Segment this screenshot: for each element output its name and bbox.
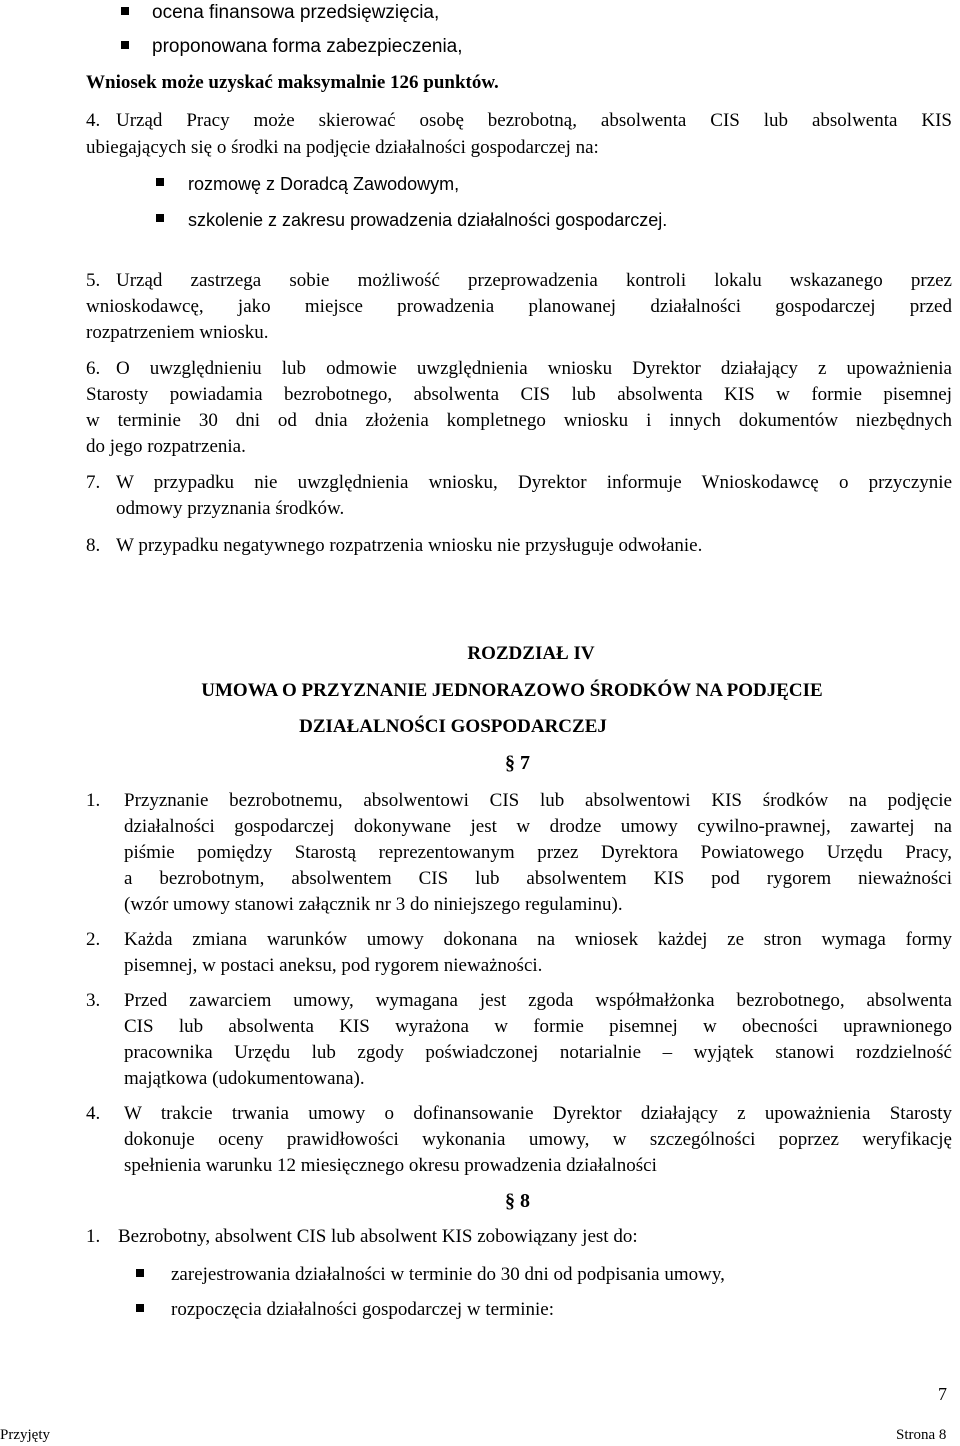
paragraph-line: Przed zawarciem umowy, wymagana jest zgoda współmałżonka bezrobotnego, absolwenta bbox=[124, 990, 952, 1011]
footer-left: Przyjęty bbox=[0, 1427, 50, 1443]
paragraph-line: w terminie 30 dni od dnia złożenia kompletnego wniosku i innych dokumentów niezbędnych bbox=[86, 410, 952, 431]
chapter-subtitle: UMOWA O PRZYZNANIE JEDNORAZOWO ŚRODKÓW NA PODJĘCIE bbox=[201, 680, 823, 701]
paragraph-line: W przypadku nie uwzględnienia wniosku, Dyrektor informuje Wnioskodawcę o przyczynie bbox=[116, 472, 952, 493]
paragraph-line: spełnienia warunku 12 miesięcznego okresu prowadzenia działalności bbox=[124, 1155, 657, 1176]
item-number: 4. bbox=[86, 110, 101, 131]
section-sign: § 7 bbox=[505, 752, 530, 774]
paragraph-line: Bezrobotny, absolwent CIS lub absolwent KIS zobowiązany jest do: bbox=[118, 1226, 638, 1247]
item-number: 2. bbox=[86, 929, 101, 950]
item-number: 6. bbox=[86, 358, 101, 379]
item-number: 8. bbox=[86, 535, 101, 556]
paragraph-line: Urząd Pracy może skierować osobę bezrobotną, absolwenta CIS lub absolwenta KIS bbox=[116, 110, 952, 131]
paragraph-line: a bezrobotnym, absolwentem CIS lub absolwentem KIS pod rygorem nieważności bbox=[124, 868, 952, 889]
item-number: 4. bbox=[86, 1103, 101, 1124]
bullet-square-icon bbox=[136, 1304, 144, 1312]
list-item: rozpoczęcia działalności gospodarczej w terminie: bbox=[171, 1299, 554, 1320]
section-sign: § 8 bbox=[505, 1190, 530, 1212]
bullet-square-icon bbox=[156, 214, 164, 222]
paragraph-line: Urząd zastrzega sobie możliwość przeprowadzenia kontroli lokalu wskazanego przez bbox=[116, 270, 952, 291]
paragraph-line: pisemnej, w postaci aneksu, pod rygorem nieważności. bbox=[124, 955, 543, 976]
paragraph-line: do jego rozpatrzenia. bbox=[86, 436, 246, 457]
bullet-square-icon bbox=[121, 41, 129, 49]
page-number: 7 bbox=[938, 1384, 947, 1404]
paragraph-line: Każda zmiana warunków umowy dokonana na wniosek każdej ze stron wymaga formy bbox=[124, 929, 952, 950]
list-item: zarejestrowania działalności w terminie do 30 dni od podpisania umowy, bbox=[171, 1264, 725, 1285]
paragraph-line: majątkowa (udokumentowana). bbox=[124, 1068, 365, 1089]
chapter-subtitle: DZIAŁALNOŚCI GOSPODARCZEJ bbox=[299, 716, 607, 737]
item-number: 1. bbox=[86, 1226, 101, 1247]
paragraph-line: rozpatrzeniem wniosku. bbox=[86, 322, 269, 343]
paragraph-line: O uwzględnieniu lub odmowie uwzględnienia wniosku Dyrektor działający z upoważnienia bbox=[116, 358, 952, 379]
item-number: 7. bbox=[86, 472, 101, 493]
paragraph-line: W trakcie trwania umowy o dofinansowanie Dyrektor działający z upoważnienia Starosty bbox=[124, 1103, 952, 1124]
paragraph-line: działalności gospodarczej dokonywane jest w drodze umowy cywilno-prawnej, zawartej na bbox=[124, 816, 952, 837]
footer-right: Strona 8 bbox=[896, 1427, 947, 1443]
paragraph-line: dokonuje oceny prawidłowości wykonania umowy, w szczególności poprzez weryfikację bbox=[124, 1129, 952, 1150]
list-item: proponowana forma zabezpieczenia, bbox=[152, 36, 463, 57]
paragraph-line: piśmie pomiędzy Starostą reprezentowanym przez Dyrektora Powiatowego Urzędu Pracy, bbox=[124, 842, 952, 863]
paragraph-line: CIS lub absolwenta KIS wyrażona w formie pisemnej w obecności uprawnionego bbox=[124, 1016, 952, 1037]
paragraph-line: ubiegających się o środki na podjęcie działalności gospodarczej na: bbox=[86, 137, 599, 158]
bullet-square-icon bbox=[136, 1269, 144, 1277]
max-points-note: Wniosek może uzyskać maksymalnie 126 punktów. bbox=[86, 72, 499, 93]
paragraph-line: odmowy przyznania środków. bbox=[116, 498, 345, 519]
paragraph-line: W przypadku negatywnego rozpatrzenia wniosku nie przysługuje odwołanie. bbox=[116, 535, 703, 556]
list-item: szkolenie z zakresu prowadzenia działalności gospodarczej. bbox=[188, 210, 668, 230]
item-number: 1. bbox=[86, 790, 101, 811]
bullet-square-icon bbox=[156, 178, 164, 186]
paragraph-line: Starosty powiadamia bezrobotnego, absolwenta CIS lub absolwenta KIS w formie pisemnej bbox=[86, 384, 952, 405]
paragraph-line: (wzór umowy stanowi załącznik nr 3 do niniejszego regulaminu). bbox=[124, 894, 623, 915]
paragraph-line: pracownika Urzędu lub zgody poświadczonej notarialnie – wyjątek stanowi rozdzielność bbox=[124, 1042, 952, 1063]
bullet-square-icon bbox=[121, 7, 129, 15]
paragraph-line: Przyznanie bezrobotnemu, absolwentowi CIS lub absolwentowi KIS środków na podjęcie bbox=[124, 790, 952, 811]
list-item: ocena finansowa przedsięwzięcia, bbox=[152, 2, 440, 23]
item-number: 3. bbox=[86, 990, 101, 1011]
item-number: 5. bbox=[86, 270, 101, 291]
list-item: rozmowę z Doradcą Zawodowym, bbox=[188, 174, 460, 194]
chapter-title: ROZDZIAŁ IV bbox=[467, 643, 595, 664]
paragraph-line: wnioskodawcę, jako miejsce prowadzenia planowanej działalności gospodarczej przed bbox=[86, 296, 952, 317]
